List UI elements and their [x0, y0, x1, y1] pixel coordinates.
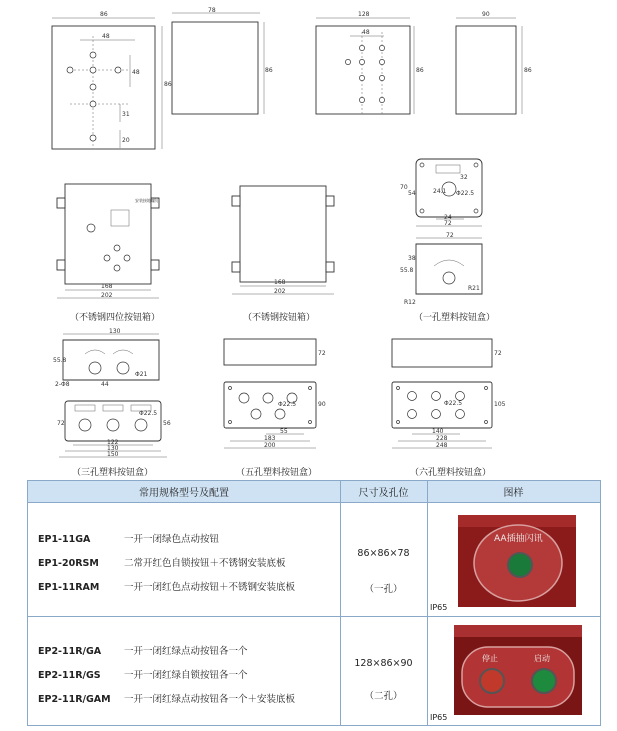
- svg-text:122: 122: [107, 439, 119, 446]
- svg-text:128: 128: [358, 11, 370, 18]
- svg-text:44: 44: [101, 381, 109, 388]
- svg-text:105: 105: [494, 401, 506, 408]
- ip-rating-2: IP65: [430, 713, 448, 722]
- caption-five-hole: （五孔塑料按钮盒）: [236, 468, 318, 478]
- table-row: EP2-11R/GA 一开一闭红绿点动按钮各一个: [38, 646, 248, 657]
- svg-text:130: 130: [109, 328, 121, 335]
- svg-text:140: 140: [432, 428, 444, 435]
- svg-text:86: 86: [416, 67, 424, 74]
- drawing-three-hole-top: [55, 395, 175, 460]
- product-photo-one-hole: [448, 509, 588, 613]
- svg-text:202: 202: [101, 292, 113, 299]
- drawing-six-hole-side: [388, 335, 508, 375]
- product-photo-two-hole: [448, 621, 588, 721]
- svg-text:38: 38: [408, 255, 416, 262]
- drawing-one-hole-side: [398, 232, 498, 307]
- svg-text:48: 48: [362, 29, 370, 36]
- caption-stainless-box: （不锈钢按钮箱）: [243, 313, 316, 323]
- size-group1: 86×86×78: [357, 548, 410, 559]
- svg-text:228: 228: [436, 435, 448, 442]
- svg-text:安装接地螺钉: 安装接地螺钉: [135, 198, 159, 203]
- drawing-side-78: [168, 7, 273, 158]
- table-row: EP2-11R/GS 一开一闭红绿自锁按钮各一个: [38, 670, 248, 681]
- drawing-front-86: [40, 8, 170, 158]
- drawing-stainless-box: [228, 182, 348, 304]
- svg-text:Φ22.5: Φ22.5: [444, 400, 463, 407]
- holes-group1: （一孔）: [364, 584, 403, 595]
- svg-text:72: 72: [318, 350, 326, 357]
- drawing-six-hole-top: [388, 378, 508, 458]
- svg-text:启动: 启动: [534, 654, 550, 663]
- svg-text:Φ21: Φ21: [135, 371, 148, 378]
- svg-text:90: 90: [318, 401, 326, 408]
- svg-text:AA插抽闪讯: AA插抽闪讯: [494, 534, 543, 544]
- svg-text:48: 48: [132, 69, 140, 76]
- svg-text:72: 72: [494, 350, 502, 357]
- svg-text:Φ22.5: Φ22.5: [278, 401, 297, 408]
- svg-text:54: 54: [408, 190, 416, 197]
- svg-text:72: 72: [444, 220, 452, 227]
- ip-rating-1: IP65: [430, 603, 448, 612]
- svg-text:24.1: 24.1: [433, 188, 447, 195]
- header-size: 尺寸及孔位: [340, 481, 427, 503]
- drawing-four-position-box: [55, 180, 175, 305]
- header-spec: 常用规格型号及配置: [28, 481, 340, 503]
- svg-text:Φ22.5: Φ22.5: [456, 190, 475, 197]
- svg-text:150: 150: [107, 451, 119, 458]
- header-image: 图样: [427, 481, 600, 503]
- svg-text:55: 55: [280, 428, 288, 435]
- drawing-front-128: [310, 10, 424, 140]
- svg-text:20: 20: [122, 137, 130, 144]
- svg-text:72: 72: [57, 420, 65, 427]
- size-group2: 128×86×90: [354, 658, 413, 669]
- table-row: EP1-11RAM 一开一闭红色点动按钮＋不锈钢安装底板: [38, 582, 296, 593]
- svg-text:130: 130: [107, 445, 119, 452]
- svg-text:183: 183: [264, 435, 276, 442]
- svg-text:86: 86: [164, 81, 172, 88]
- svg-text:200: 200: [264, 442, 276, 449]
- svg-text:86: 86: [265, 67, 273, 74]
- svg-text:202: 202: [274, 288, 286, 295]
- table-row: EP1-20RSM 二常开红色自锁按钮＋不锈钢安装底板: [38, 558, 286, 569]
- caption-six-hole: （六孔塑料按钮盒）: [410, 468, 492, 478]
- holes-group2: （二孔）: [364, 691, 403, 702]
- svg-text:32: 32: [460, 174, 468, 181]
- svg-text:Φ22.5: Φ22.5: [139, 410, 158, 417]
- dim-width: 86: [100, 11, 108, 18]
- svg-text:R12: R12: [404, 299, 416, 306]
- svg-text:248: 248: [436, 442, 448, 449]
- svg-text:86: 86: [524, 67, 532, 74]
- svg-text:24: 24: [444, 214, 452, 221]
- drawing-one-hole-top: [398, 155, 498, 230]
- caption-one-hole: （一孔塑料按钮盒）: [414, 313, 496, 323]
- drawing-five-hole-side: [220, 335, 330, 375]
- svg-text:56: 56: [163, 420, 171, 427]
- spec-table: [27, 480, 601, 726]
- drawing-three-hole-side: [55, 330, 175, 390]
- svg-text:90: 90: [482, 11, 490, 18]
- caption-four-position-box: （不锈钢四位按钮箱）: [70, 313, 161, 323]
- svg-text:55.8: 55.8: [400, 267, 414, 274]
- svg-text:停止: 停止: [482, 654, 498, 663]
- svg-text:48: 48: [102, 33, 110, 40]
- svg-text:168: 168: [274, 279, 286, 286]
- svg-text:55.8: 55.8: [53, 357, 67, 364]
- svg-text:78: 78: [208, 7, 216, 14]
- table-row: EP2-11R/GAM 一开一闭红绿点动按钮各一个＋安装底板: [38, 694, 296, 705]
- svg-text:168: 168: [101, 283, 113, 290]
- svg-text:R21: R21: [468, 285, 480, 292]
- drawing-side-90: [452, 10, 532, 140]
- table-row: EP1-11GA 一开一闭绿色点动按钮: [38, 534, 220, 545]
- drawing-five-hole-top: [220, 378, 330, 458]
- svg-text:2-Φ8: 2-Φ8: [55, 381, 70, 388]
- svg-text:31: 31: [122, 111, 130, 118]
- caption-three-hole: （三孔塑料按钮盒）: [72, 468, 154, 478]
- svg-text:72: 72: [446, 232, 454, 239]
- svg-text:70: 70: [400, 184, 408, 191]
